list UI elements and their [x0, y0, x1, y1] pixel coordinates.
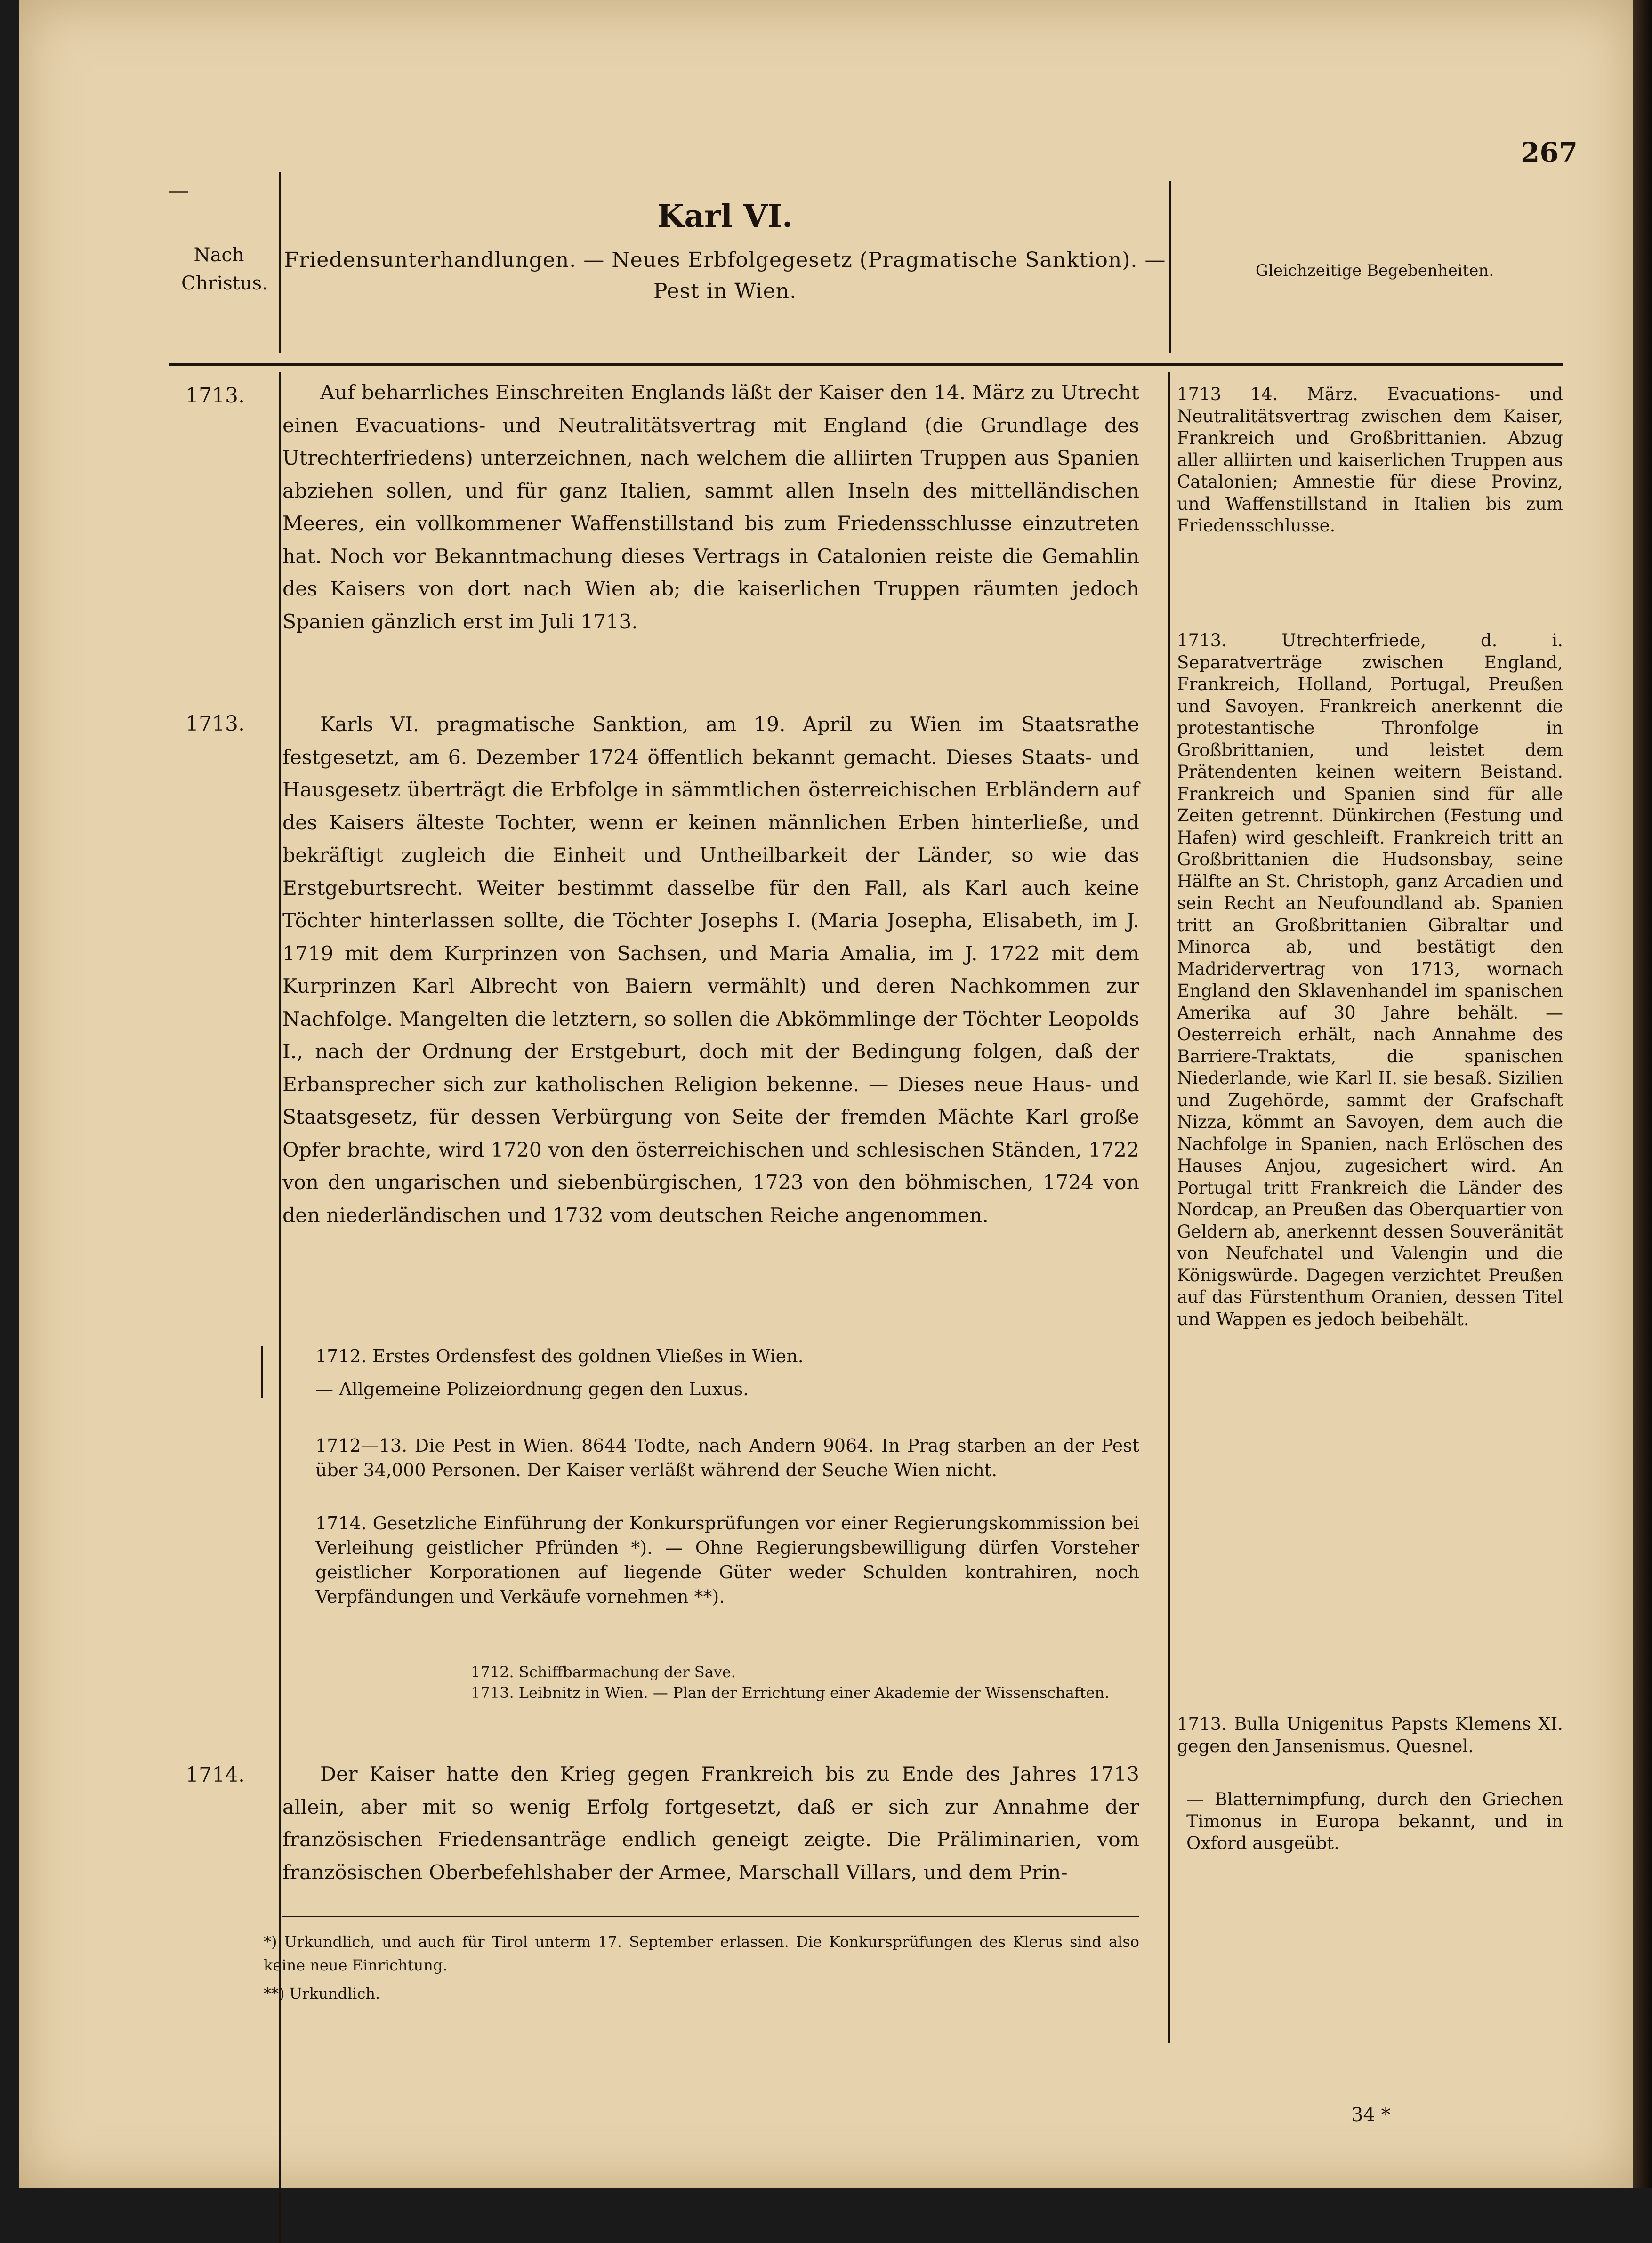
entry-year: 1713.	[185, 384, 245, 408]
margin-mark	[169, 191, 188, 193]
footnote: *) Urkundlich, und auch für Tirol unterm 17. September erlassen. Die Konkursprüfungen des Klerus sind also keine neue Einrichtung.	[264, 1933, 1139, 1974]
note-block	[315, 1344, 1139, 1401]
sidebar-event: — Blatternimpfung, durch den Griechen Timonus in Europa bekannt, und in Oxford ausgeübt.	[1186, 1789, 1563, 1853]
entry-text: Der Kaiser hatte den Krieg gegen Frankreich bis zu Ende des Jahres 1713 allein, aber mit so wenig Erfolg fortgesetzt, daß er sich zur Annahme der französischen Friedensanträge endlich geneigt zeigte. Die Präliminarien, vom französischen Oberbefehlshaber der Armee, Marschall Villars, und dem Prin-	[282, 1763, 1139, 1884]
header-divider-left	[279, 172, 281, 353]
note-margin-rule	[261, 1346, 263, 1398]
printer-signature: 34 *	[1351, 2104, 1391, 2126]
page-subtitle: Friedensunterhandlungen. — Neues Erbfolgegesetz (Pragmatische Sanktion). — Pest in Wien.	[284, 248, 1166, 303]
footnote: **) Urkundlich.	[264, 1985, 380, 2002]
entry-year: 1714.	[185, 1763, 245, 1787]
note-line: 1712. Erstes Ordensfest des goldnen Vließes in Wien.	[315, 1346, 804, 1367]
header-events-column: Gleichzeitige Begebenheiten.	[1255, 261, 1494, 280]
page-number: 267	[1521, 137, 1578, 169]
sidebar-event: 1713. Utrechterfriede, d. i. Separatverträge zwischen England, Frankreich, Holland, Portugal, Preußen und Savoyen. Frankreich anerkennt die protestantische Thronfolge in Großbrittanien, und leistet dem Prätendenten keinen weitern Beistand. Frankreich und Spanien sind für alle Zeiten getrennt. Dünkirchen (Festung und Hafen) wird geschleift. Frankreich tritt an Großbrittanien die Hudsonsbay, seine Hälfte an St. Christoph, ganz Arcadien und sein Recht an Neufoundland ab. Spanien tritt an Großbrittanien Gibraltar und Minorca ab, und bestätigt den Madridervertrag von 1713, wornach England den Sklavenhandel im spanischen Amerika auf 30 Jahre behält. — Oesterreich erhält, nach Annahme des Barriere-Traktats, die spanischen Niederlande, wie Karl II. sie besaß. Sizilien und Zugehörde, sammt der Grafschaft Nizza, kömmt an Savoyen, dem auch die Nachfolge in Spanien, nach Erlöschen des Hauses Anjou, zugesichert wird. An Portugal tritt Frankreich die Länder des Nordcap, an Preußen das Oberquartier von Geldern ab, anerkennt dessen Souveränität von Neufchatel und Valengin und die Königswürde. Dagegen verzichtet Preußen auf das Fürstenthum Oranien, dessen Titel und Wappen es jedoch beibehält.	[1177, 630, 1563, 1329]
note-line: 1713. Leibnitz in Wien. — Plan der Errichtung einer Akademie der Wissenschaften.	[471, 1684, 1110, 1702]
note-text: 1714. Gesetzliche Einführung der Konkursprüfungen vor einer Regierungskommission bei Verleihung geistlicher Pfründen *). — Ohne Regierungsbewilligung dürfen Vorsteher geistlicher Korporationen auf liegende Güter weder Schulden kontrahiren, noch Verpfändungen und Verkäufe vornehmen **).	[315, 1513, 1139, 1607]
book-spine	[1633, 0, 1652, 2188]
page-title: Karl VI.	[657, 198, 793, 234]
sidebar-event: 1713. Bulla Unigenitus Papsts Klemens XI. gegen den Jansenismus. Quesnel.	[1177, 1714, 1563, 1756]
entry-text: Karls VI. pragmatische Sanktion, am 19. April zu Wien im Staatsrathe festgesetzt, am 6. Dezember 1724 öffentlich bekannt gemacht. Dieses Staats- und Hausgesetz überträgt die Erbfolge in sämmtlichen österreichischen Erbländern auf des Kaisers älteste Tochter, wenn er keinen männlichen Erben hinterließe, und bekräftigt zugleich die Einheit und Untheilbarkeit der Länder, so wie das Erstgeburtsrecht. Weiter bestimmt dasselbe für den Fall, als Karl auch keine Töchter hinterlassen sollte, die Töchter Josephs I. (Maria Josepha, Elisabeth, im J. 1719 mit dem Kurprinzen von Sachsen, und Maria Amalia, im J. 1722 mit dem Kurprinzen Karl Albrecht von Baiern vermählt) und deren Nachkommen zur Nachfolge. Mangelten die letztern, so sollen die Abkömmlinge der Töchter Leopolds I., nach der Ordnung der Erstgeburt, doch mit der Bedingung folgen, daß der Erbansprecher sich zur katholischen Religion bekenne. — Dieses neue Haus- und Staatsgesetz, für dessen Verbürgung von Seite der fremden Mächte Karl große Opfer brachte, wird 1720 von den österreichischen und schlesischen Ständen, 1722 von den ungarischen und siebenbürgischen, 1723 von den böhmischen, 1724 von den niederländischen und 1732 vom deutschen Reiche angenommen.	[282, 713, 1139, 1227]
footnote-rule	[282, 1916, 1139, 1917]
note-block	[471, 1662, 1139, 1703]
sidebar-event: 1713 14. März. Evacuations- und Neutralitätsvertrag zwischen dem Kaiser, Frankreich und Großbrittanien. Abzug aller alliirten und kaiserlichen Truppen aus Catalonien; Amnestie für diese Provinz, und Waffenstillstand in Italien bis zum Friedensschlusse.	[1177, 384, 1563, 536]
note-line: 1712. Schiffbarmachung der Save.	[471, 1663, 736, 1681]
note-line: — Allgemeine Polizeiordnung gegen den Luxus.	[315, 1379, 749, 1399]
header-date-column: Nach Christus.	[181, 244, 268, 294]
entry-year: 1713.	[185, 712, 245, 736]
header-divider-right	[1169, 181, 1171, 353]
entry-text: Auf beharrliches Einschreiten Englands läßt der Kaiser den 14. März zu Utrecht einen Evacuations- und Neutralitätsvertrag mit England (die Grundlage des Utrechterfriedens) unterzeichnen, nach welchem die alliirten Truppen aus Spanien abziehen sollen, und für ganz Italien, sammt allen Inseln des mittelländischen Meeres, ein vollkommener Waffenstillstand bis zum Friedensschlusse einzutreten hat. Noch vor Bekanntmachung dieses Vertrags in Catalonien reiste die Gemahlin des Kaisers von dort nach Wien ab; die kaiserlichen Truppen räumten jedoch Spanien gänzlich erst im Juli 1713.	[282, 381, 1139, 634]
body-divider-right	[1168, 372, 1170, 2043]
header-rule	[169, 363, 1563, 366]
note-text: 1712—13. Die Pest in Wien. 8644 Todte, nach Andern 9064. In Prag starben an der Pest über 34,000 Personen. Der Kaiser verläßt während der Seuche Wien nicht.	[315, 1435, 1139, 1480]
